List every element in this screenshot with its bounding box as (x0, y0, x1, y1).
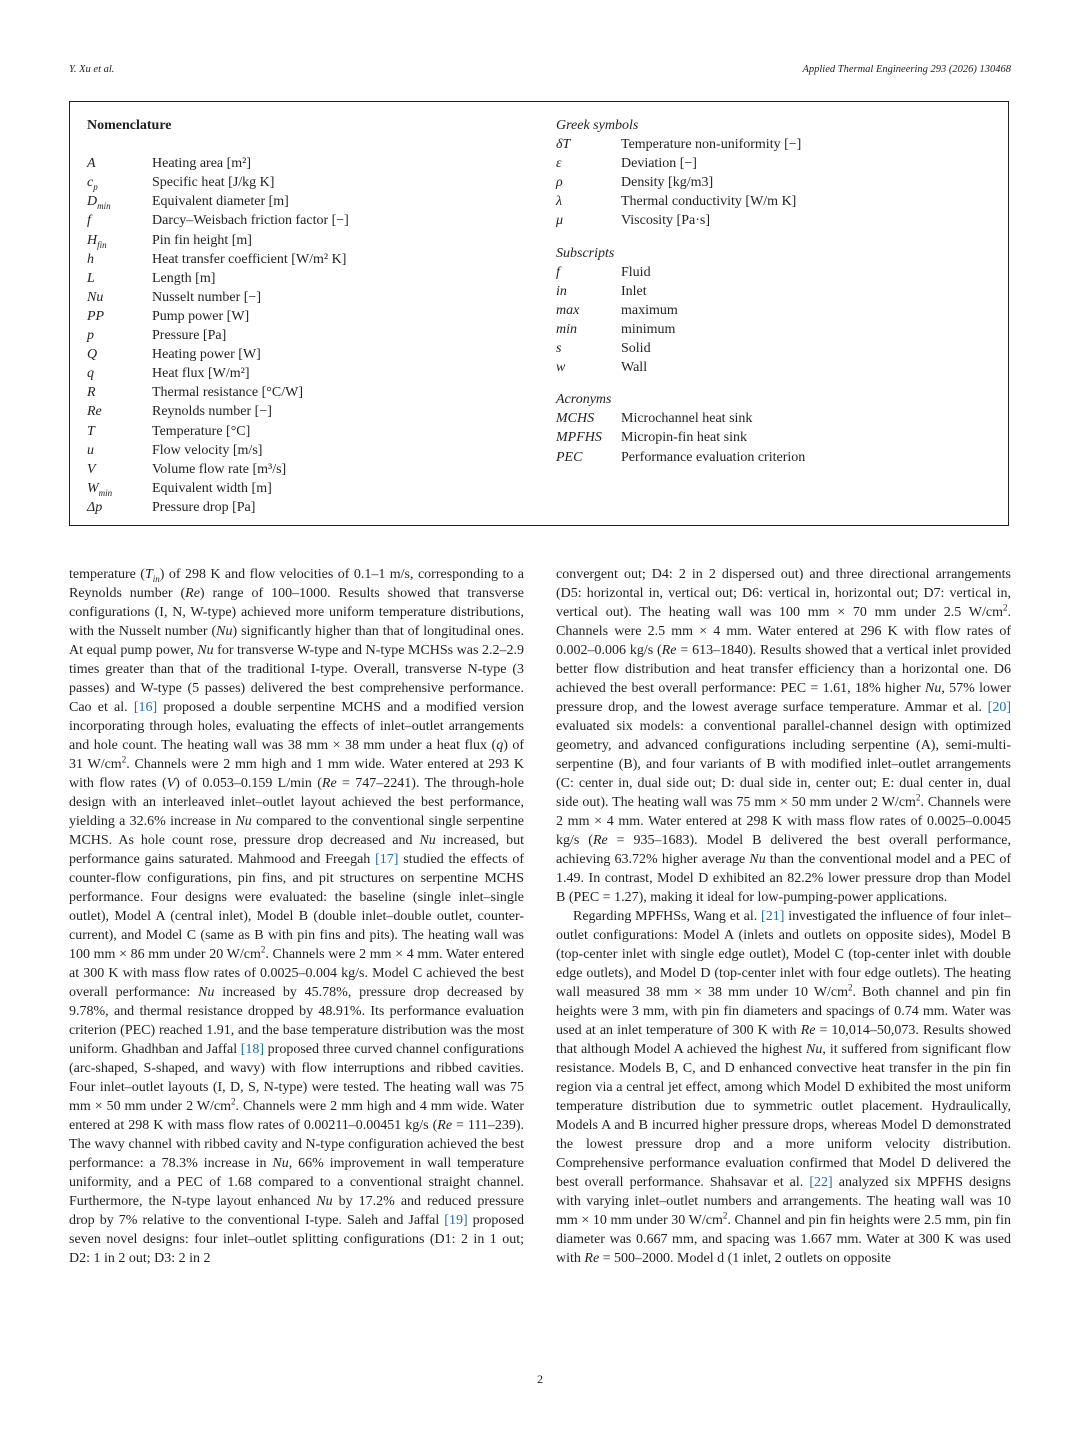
nomenclature-symbol: f (87, 213, 91, 229)
nomenclature-definition: Flow velocity [m/s] (152, 442, 263, 458)
nomenclature-row (87, 250, 527, 269)
body-right-column (556, 565, 1011, 1268)
body-paragraph: convergent out; D4: 2 in 2 dispersed out) and three directional arrangements (D5: horizontal in, vertical out; D6: vertical in, horizontal out; D7: vertical in, vertical out). The heating wall was 100 mm × 70 mm under 2.5 $W/cm^2$. Channels were 2.5 mm × 4 mm. Water entered at 296 K with flow rates of 0.002–0.006 kg/s (Re = 613–1840). Results showed that a vertical inlet provided better flow distribution and heat transfer efficiency than a horizontal one. D6 achieved the best overall performance: PEC = 1.61, 18% higher Nu, 57% lower pressure drop, and the lowest average surface temperature. Ammar et al. [20] evaluated six models: a conventional parallel-channel design with optimized geometry, and advanced configurations including serpentine (A), semi-multi-serpentine (B), and four variants of B with modified inlet–outlet arrangements (C: center in, dual side out; D: dual side in, center out; E: dual center in, dual side out). The heating wall was 75 mm × 50 mm under 2 $W/cm^2$. Channels were 2 mm × 4 mm. Water entered at 298 K with mass flow rates of 0.0025–0.0045 kg/s (Re = 935–1683). Model B delivered the best overall performance, achieving 63.72% higher average Nu than the conventional model and a PEC of 1.49. In contrast, Model D exhibited an 82.2% lower pressure drop than Model B (PEC = 1.27), making it ideal for low-pumping-power applications. (556, 567, 1012, 905)
nomenclature-box (69, 101, 1009, 526)
nomenclature-definition: Inlet (621, 283, 647, 299)
nomenclature-definition: Temperature non-uniformity [−] (621, 137, 802, 153)
nomenclature-definition: Pump power [W] (152, 308, 250, 324)
nomenclature-symbol: PEC (556, 449, 583, 465)
nomenclature-row (87, 402, 527, 421)
nomenclature-definition: Heat flux [W/m²] (152, 366, 250, 382)
body-left-column (69, 565, 524, 1268)
nomenclature-definition: Pressure drop [Pa] (152, 499, 256, 515)
nomenclature-title: Nomenclature (87, 118, 172, 133)
nomenclature-row (556, 320, 996, 339)
nomenclature-symbol: u (87, 442, 94, 458)
nomenclature-symbol: T (87, 423, 95, 439)
nomenclature-row (87, 479, 527, 498)
nomenclature-symbol: MPFHS (556, 430, 602, 446)
citation-link[interactable]: [22] (809, 1175, 833, 1190)
nomenclature-symbol: p (87, 328, 94, 344)
nomenclature-definition: Darcy–Weisbach friction factor [−] (152, 213, 349, 229)
nomenclature-symbol: A (87, 156, 96, 172)
nomenclature-row (556, 282, 996, 301)
nomenclature-definition: Length [m] (152, 270, 216, 286)
nomenclature-row (556, 358, 996, 377)
nomenclature-symbol: min (556, 321, 577, 337)
citation-link[interactable]: [18] (240, 1042, 265, 1057)
nomenclature-symbol: $D_{min}$ (87, 194, 111, 212)
nomenclature-row (556, 211, 996, 230)
nomenclature-definition: Solid (621, 341, 651, 357)
nomenclature-definition: Microchannel heat sink (621, 411, 753, 427)
running-head-authors: Y. Xu et al. (69, 64, 115, 75)
nomenclature-definition: Nusselt number [−] (152, 289, 261, 305)
nomenclature-symbol: $H_{fin}$ (87, 232, 107, 250)
nomenclature-row (87, 383, 527, 402)
nomenclature-definition: maximum (621, 302, 678, 318)
nomenclature-symbol: Q (87, 347, 98, 363)
nomenclature-definition: Volume flow rate [m³/s] (152, 461, 287, 477)
nomenclature-definition: minimum (621, 321, 676, 337)
nomenclature-row (87, 364, 527, 383)
nomenclature-symbol: ρ (556, 175, 563, 191)
nomenclature-definition: Equivalent diameter [m] (152, 194, 289, 210)
nomenclature-row (87, 192, 527, 211)
body-paragraph: temperature $(T_{in})$ of 298 K and flow velocities of 0.1–1 m/s, corresponding to a Reynolds number (Re) range of 100–1000. Results showed that transverse configurations (I, N, W-type) achieved more uniform temperature distributions, with the Nusselt number (Nu) significantly higher than that of longitudinal ones. At equal pump power, Nu for transverse W-type and N-type MCHSs was 2.2–2.9 times greater than that of the traditional I-type. Overall, transverse N-type (3 passes) and W-type (5 passes) delivered the best comprehensive performance. Cao et al. [16] proposed a double serpentine MCHS and a modified version incorporating through holes, evaluating the effects of inlet–outlet arrangements and hole count. The heating wall was 38 mm × 38 mm under a heat flux (q) of 31 $W/cm^2$. Channels were 2 mm high and 1 mm wide. Water entered at 293 K with flow rates (V) of 0.053–0.159 L/min (Re = 747–2241). The through-hole design with an interleaved inlet–outlet layout achieved the best performance, yielding a 32.6% increase in Nu compared to the conventional single serpentine MCHS. As hole count rose, pressure drop decreased and Nu increased, but performance gains saturated. Mahmood and Freegah [17] studied the effects of counter-flow configurations, pin fins, and pit structures on serpentine MCHS performance. Four designs were evaluated: the baseline (single inlet–single outlet), Model A (central inlet), Model B (double inlet–double outlet, counter-current), and Model C (same as B with pin fins and pits). The heating wall was 100 mm × 86 mm under 20 $W/cm^2$. Channels were 2 mm × 4 mm. Water entered at 300 K with mass flow rates of 0.0025–0.004 kg/s. Model C achieved the best overall performance: Nu increased by 45.78%, pressure drop decreased by 9.78%, and thermal resistance dropped by 48.91%. Its performance evaluation criterion (PEC) reached 1.91, and the base temperature distribution was the most uniform. Ghadhban and Jaffal [18] proposed three curved channel configurations (arc-shaped, S-shaped, and wavy) with flow interruptions and ribbed cavities. Four inlet–outlet layouts (I, D, S, N-type) were tested. The heating wall was 75 mm × 50 mm under 2 $W/cm^2$. Channels were 2 mm high and 4 mm wide. Water entered at 298 K with mass flow rates of 0.00211–0.00451 kg/s (Re = 111–239). The wavy channel with ribbed cavity and N-type configuration achieved the best performance: a 78.3% increase in Nu, 66% improvement in wall temperature uniformity, and a PEC of 1.68 compared to a conventional straight channel. Furthermore, the N-type layout enhanced Nu by 17.2% and reduced pressure drop by 7% relative to the conventional I-type. Saleh and Jaffal [19] proposed seven novel designs: four inlet–outlet splitting configurations (D1: 2 in 1 out; D2: 1 in 2 out; D3: 2 in 2 (69, 567, 525, 1266)
nomenclature-row (87, 460, 527, 479)
nomenclature-symbol: PP (87, 308, 105, 324)
nomenclature-symbol: $c_p$ (87, 175, 98, 193)
nomenclature-definition: Pressure [Pa] (152, 328, 227, 344)
nomenclature-row (87, 498, 527, 517)
nomenclature-row (556, 135, 996, 154)
citation-link[interactable]: [16] (133, 700, 158, 715)
nomenclature-row (556, 173, 996, 192)
nomenclature-definition: Reynolds number [−] (152, 404, 272, 420)
nomenclature-symbol: s (556, 341, 562, 357)
running-head (69, 64, 1011, 80)
acronyms-title: Acronyms (556, 392, 612, 408)
nomenclature-symbol: MCHS (556, 411, 595, 427)
nomenclature-greek-column (556, 116, 996, 467)
nomenclature-row (87, 345, 527, 364)
nomenclature-symbol: R (87, 385, 96, 401)
nomenclature-row (556, 448, 996, 467)
nomenclature-definition: Deviation [−] (621, 156, 697, 172)
nomenclature-symbol: Δp (87, 499, 103, 515)
citation-link[interactable]: [19] (444, 1213, 468, 1228)
nomenclature-definition: Thermal conductivity [W/m K] (621, 194, 797, 210)
nomenclature-symbol: Re (87, 404, 102, 420)
nomenclature-row (87, 288, 527, 307)
nomenclature-symbol: in (556, 283, 567, 299)
nomenclature-definition: Equivalent width [m] (152, 480, 272, 496)
nomenclature-definition: Heating area [m²] (152, 156, 252, 172)
nomenclature-definition: Thermal resistance [°C/W] (152, 385, 303, 401)
nomenclature-symbols-column (87, 116, 527, 517)
citation-link[interactable]: [20] (987, 700, 1011, 715)
citation-link[interactable]: [17] (375, 852, 399, 867)
nomenclature-definition: Pin fin height [m] (152, 232, 252, 248)
running-head-journal: Applied Thermal Engineering 293 (2026) 130468 (802, 64, 1011, 75)
nomenclature-row (87, 422, 527, 441)
nomenclature-symbol: max (556, 302, 580, 318)
nomenclature-row (556, 428, 996, 447)
nomenclature-row (556, 339, 996, 358)
nomenclature-row (87, 211, 527, 230)
nomenclature-symbol: h (87, 251, 94, 267)
nomenclature-symbol: V (87, 461, 96, 477)
nomenclature-definition: Temperature [°C] (152, 423, 251, 439)
nomenclature-definition: Density [kg/m3] (621, 175, 714, 191)
nomenclature-symbol: q (87, 366, 94, 382)
nomenclature-definition: Fluid (621, 264, 651, 280)
nomenclature-symbol: w (556, 360, 566, 376)
page-number: 2 (537, 1372, 543, 1386)
nomenclature-row (556, 409, 996, 428)
citation-link[interactable]: [21] (761, 909, 785, 924)
nomenclature-row (87, 154, 527, 173)
nomenclature-symbol: $W_{min}$ (87, 480, 113, 498)
nomenclature-row (87, 307, 527, 326)
nomenclature-symbol: f (556, 264, 560, 280)
nomenclature-row (87, 269, 527, 288)
nomenclature-definition: Heat transfer coefficient [W/m² K] (152, 251, 347, 267)
nomenclature-definition: Wall (621, 360, 648, 376)
nomenclature-definition: Performance evaluation criterion (621, 449, 806, 465)
nomenclature-symbol: ε (556, 156, 562, 172)
nomenclature-row (87, 441, 527, 460)
nomenclature-symbol: Nu (87, 289, 104, 305)
subscripts-title: Subscripts (556, 245, 615, 261)
nomenclature-definition: Heating power [W] (152, 347, 261, 363)
nomenclature-row (556, 154, 996, 173)
body-paragraph: Regarding MPFHSs, Wang et al. [21] investigated the influence of four inlet–outlet configurations: Model A (inlets and outlets on opposite sides), Model B (top-center inlet with single edge outlet), Model C (top-center inlet with double edge outlets), and Model D (top-center inlet with four edge outlets). The heating wall measured 38 mm × 38 mm under 10 $W/cm^2$. Both channel and pin fin heights were 3 mm, with pin fin diameters and spacings of 0.74 mm. Water was used at an inlet temperature of 300 K with Re = 10,014–50,073. Results showed that although Model A achieved the highest Nu, it suffered from significant flow resistance. Models B, C, and D enhanced convective heat transfer in the pin fin region via a central jet effect, among which Model D exhibited the most uniform temperature distribution due to symmetric outlet placement. Hydraulically, Models A and B incurred higher pressure drops, whereas Model D demonstrated the lowest pressure drop and a more uniform velocity distribution. Comprehensive performance evaluation confirmed that Model D delivered the best overall performance. Shahsavar et al. [22] analyzed six MPFHS designs with varying inlet–outlet numbers and arrangements. The heating wall was 10 mm × 10 mm under 30 $W/cm^2$. Channel and pin fin heights were 2.5 mm, pin fin diameter was 0.667 mm, and spacing was 1.667 mm. Water at 300 K was used with Re = 500–2000. Model d (1 inlet, 2 outlets on opposite (556, 909, 1011, 1266)
nomenclature-row (556, 192, 996, 211)
nomenclature-symbol: μ (556, 213, 564, 229)
nomenclature-definition: Specific heat [J/kg K] (152, 175, 275, 191)
nomenclature-row (87, 326, 527, 345)
greek-symbols-title: Greek symbols (556, 118, 639, 133)
nomenclature-row (87, 231, 527, 250)
nomenclature-symbol: δT (556, 137, 571, 153)
nomenclature-definition: Micropin-fin heat sink (621, 430, 747, 446)
nomenclature-symbol: L (87, 270, 95, 286)
nomenclature-definition: Viscosity [Pa·s] (621, 213, 710, 229)
nomenclature-symbol: λ (556, 194, 563, 210)
nomenclature-row (556, 301, 996, 320)
nomenclature-row (87, 173, 527, 192)
nomenclature-row (556, 263, 996, 282)
